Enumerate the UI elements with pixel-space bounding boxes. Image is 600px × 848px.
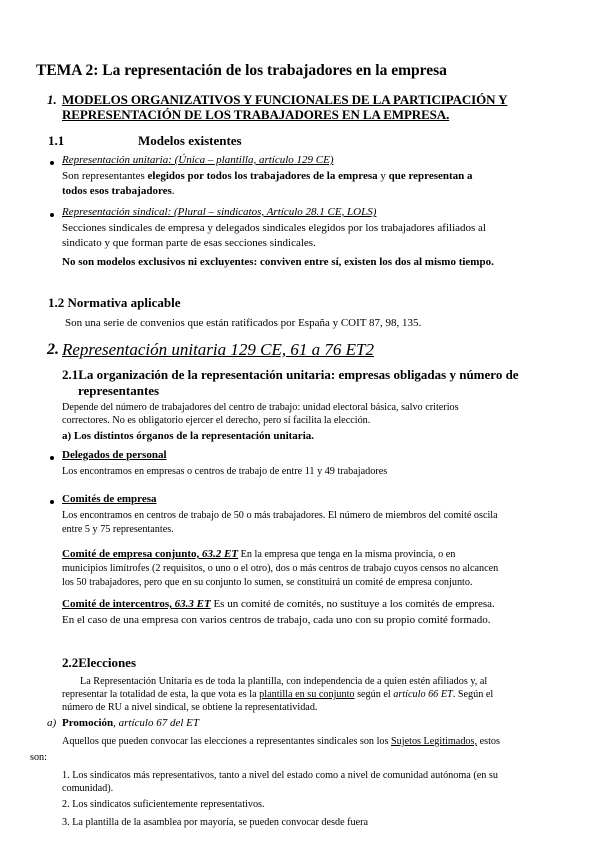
subsection-1-1-title: Modelos existentes — [138, 133, 242, 148]
promocion-heading: Promoción, artículo 67 del ET — [62, 717, 199, 729]
bullet-icon — [50, 500, 54, 504]
section-1-heading-line1: MODELOS ORGANIZATIVOS Y FUNCIONALES DE LA PARTICIPACIÓN Y — [62, 92, 508, 107]
conjunto-line1: Comité de empresa conjunto, 63.2 ET En la empresa que tenga en la misma provincia, o en — [62, 548, 456, 560]
comites-line1: Los encontramos en centros de trabajo de 50 o más trabajadores. El número de miembros del comité oscila — [62, 510, 498, 521]
subsection-2-2-title: 2.2Elecciones — [62, 655, 137, 670]
section-2-number: 2. — [47, 341, 59, 358]
promocion-item1-line1: 1. Los sindicatos más representativos, tanto a nivel del estado como a nivel de comunidad autónoma (en su — [62, 770, 498, 781]
section-2-title: Representación unitaria 129 CE, 61 a 76 ET2 — [62, 340, 374, 359]
comites-line2: entre 5 y 75 representantes. — [62, 524, 174, 535]
promocion-letter: a) — [47, 717, 57, 729]
promocion-p1: Aquellos que pueden convocar las elecciones a representantes sindicales son los Sujetos Legitimados, estos — [62, 736, 500, 747]
subsection-1-2-text: Son una serie de convenios que están ratificados por España y COIT 87, 98, 135. — [65, 317, 422, 329]
bullet-unitaria-line1: Son representantes elegidos por todos los trabajadores de la empresa y que representan a — [62, 170, 473, 182]
subsection-1-1-number: 1.1 — [48, 133, 65, 148]
intercentros-line1: Comité de intercentros, 63.3 ET Es un comité de comités, no sustituye a los comités de empresa. — [62, 598, 495, 610]
bullet-icon — [50, 161, 54, 165]
elecciones-p2: representar la totalidad de esta, la que vota es la plantilla en su conjunto según el artículo 66 ET. Según el — [62, 689, 494, 700]
elecciones-p1: La Representación Unitaria es de toda la plantilla, con independencia de a quien estén afiliados y, al — [80, 676, 488, 687]
promocion-item2: 2. Los sindicatos suficientemente representativos. — [62, 799, 265, 810]
page-title: TEMA 2: La representación de los trabajadores en la empresa — [36, 62, 447, 79]
conjunto-line3: los 50 trabajadores, pero que en su conjunto lo sumen, se constituirá un comité de empresa conjunto. — [62, 577, 473, 588]
bullet-sindical-line1: Secciones sindicales de empresa y delegados sindicales elegidos por los trabajadores afiliados al — [62, 222, 486, 234]
subsection-2-1-p2: correctores. No es obligatorio ejercer el derecho, pero sí facilita la elección. — [62, 415, 371, 426]
bullet-sindical-line2: sindicato y que forman parte de esas secciones sindicales. — [62, 237, 316, 249]
promocion-p2: son: — [30, 752, 47, 763]
bullet-unitaria-heading: Representación unitaria: (Única – plantilla, artículo 129 CE) — [62, 154, 334, 166]
bullet-sindical-heading: Representación sindical: (Plural – sindicatos, Artículo 28.1 CE, LOLS) — [62, 206, 377, 218]
section-1-heading-line2: REPRESENTACIÓN DE LOS TRABAJADORES EN LA EMPRESA. — [62, 107, 450, 122]
bullet-icon — [50, 213, 54, 217]
bullet-unitaria-line2: todos esos trabajadores. — [62, 185, 175, 197]
promocion-item3: 3. La plantilla de la asamblea por mayoría, se pueden convocar desde fuera — [62, 817, 369, 828]
delegados-text: Los encontramos en empresas o centros de trabajo de entre 11 y 49 trabajadores — [62, 466, 388, 477]
subsection-2-1-title-line1: 2.1La organización de la representación unitaria: empresas obligadas y número de — [62, 367, 519, 382]
intercentros-line2: En el caso de una empresa con varios centros de trabajo, cada uno con su propio comité formado. — [62, 614, 491, 626]
delegados-heading: Delegados de personal — [62, 449, 167, 461]
promocion-item1-line2: comunidad). — [62, 783, 114, 794]
subsection-2-1-title-line2: representantes — [78, 383, 160, 398]
models-note: No son modelos exclusivos ni excluyentes: conviven entre sí, existen los dos al mismo tiempo. — [62, 256, 494, 268]
elecciones-p3: número de RU a nivel sindical, se obtiene la representatividad. — [62, 702, 318, 713]
conjunto-line2: municipios limítrofes (2 requisitos, o uno o el otro), dos o más centros de trabajo cuyos censos no alcancen — [62, 563, 499, 574]
subsection-2-1-p1: Depende del número de trabajadores del centro de trabajo: unidad electoral básica, salvo criterios — [62, 402, 459, 413]
subsection-1-2-title: 1.2 Normativa aplicable — [48, 295, 181, 310]
comites-heading: Comités de empresa — [62, 493, 157, 505]
section-1-number: 1. — [47, 92, 57, 107]
organos-subheading: a) Los distintos órganos de la representación unitaria. — [62, 430, 314, 442]
bullet-icon — [50, 456, 54, 460]
